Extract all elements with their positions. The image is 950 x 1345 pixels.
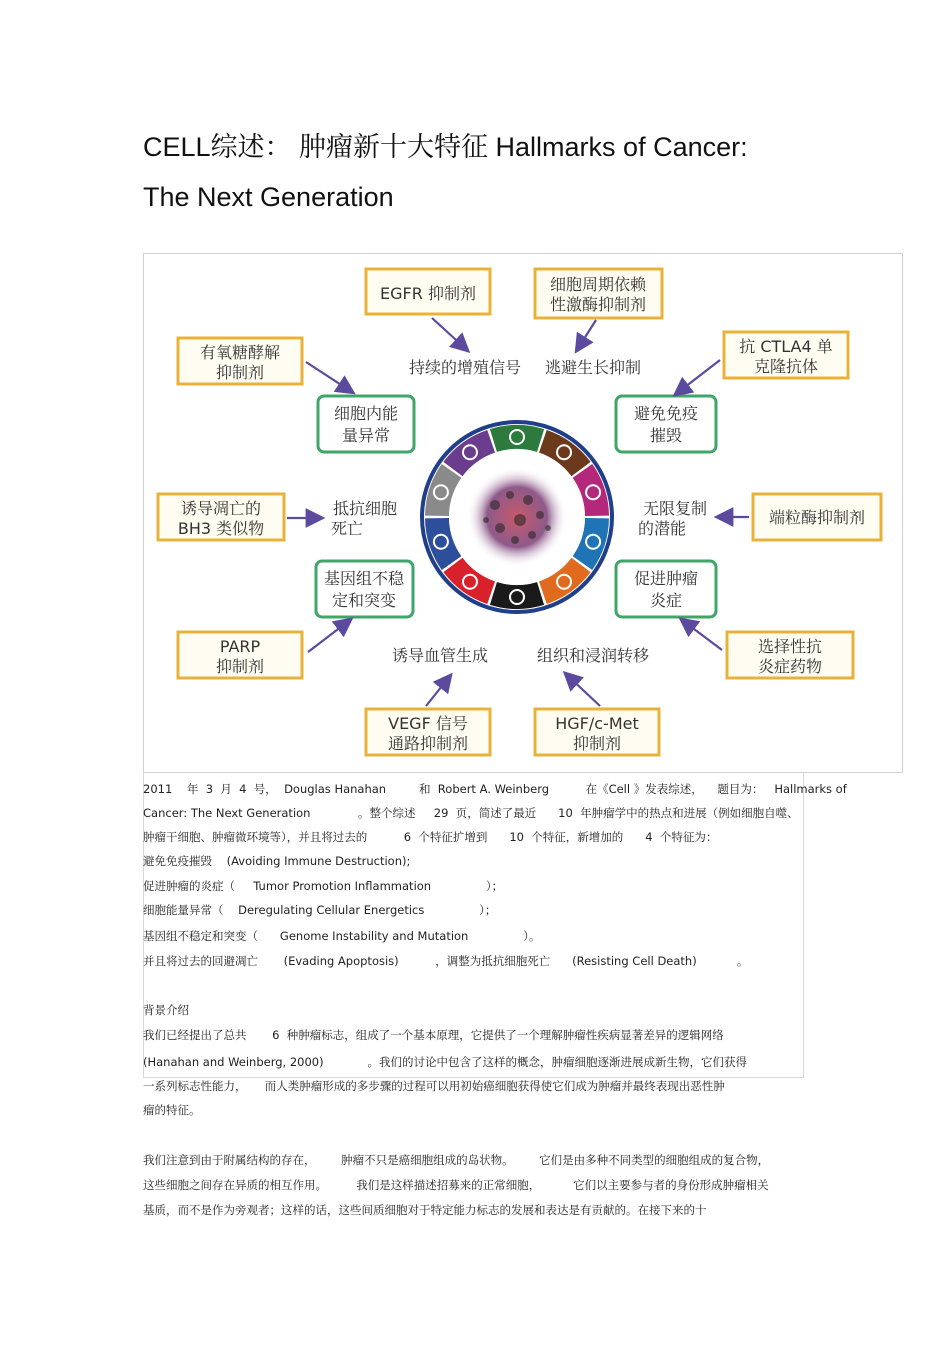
arrow-glyco: [306, 362, 352, 392]
body-line: 这些细胞之间存在异质的相互作用。 我们是这样描述招募来的正常细胞， 它们以主要参与者的身份形成肿瘤相关: [143, 1178, 769, 1192]
inflammation-label-2: 炎症: [649, 591, 683, 610]
bh3-label-2: BH3 类似物: [177, 519, 265, 538]
glyco-label-1: 有氧糖酵解: [199, 343, 281, 362]
vegf-inhibitor-box: [366, 709, 490, 755]
telomerase-inhibitor-box: [753, 494, 881, 540]
body-line: 基因组不稳定和突变（ Genome Instability and Mutation ）。: [143, 929, 541, 943]
arrow-cdk: [577, 320, 596, 350]
hgf-label-1: HGF/c-Met: [555, 714, 639, 733]
body-line: 细胞能量异常（ Deregulating Cellular Energetics ）；: [143, 903, 497, 917]
glyco-label-2: 抑制剂: [215, 363, 265, 382]
vegf-label-1: VEGF 信号: [388, 714, 468, 733]
immune-box: [616, 396, 716, 452]
inflammation-box: [616, 561, 716, 617]
body-line: 我们注意到由于附属结构的存在， 肿瘤不只是癌细胞组成的岛状物。 它们是由多种不同类型的细胞组成的复合物，: [143, 1153, 770, 1167]
body-line: 瘤的特征。: [143, 1103, 201, 1117]
ctla4-label-2: 克隆抗体: [753, 357, 819, 376]
immune-label-1: 避免免疫: [633, 404, 699, 423]
cdk-inhibitor-box: [535, 269, 662, 318]
parp-label-2: 抑制剂: [215, 657, 265, 676]
ctla4-label-1: 抗 CTLA4 单: [739, 337, 833, 356]
label-metastasis: 组织和浸润转移: [536, 646, 650, 665]
label-replicative-2: 的潜能: [637, 519, 687, 538]
label-proliferative-signaling: 持续的增殖信号: [408, 358, 522, 377]
energetics-box: [318, 396, 414, 452]
arrow-ctla4: [676, 360, 720, 394]
body-line: 肿瘤干细胞、肿瘤微环境等），并且将过去的 6 个特征扩增到 10 个特征，新增加的 4 个特征为：: [143, 830, 718, 844]
glycolysis-inhibitor-box: [178, 338, 302, 384]
label-cell-death-2: 死亡: [330, 519, 364, 538]
body-line: 我们已经提出了总共 6 种肿瘤标志，组成了一个基本原理，它提供了一个理解肿瘤性疾病显著差异的逻辑网络: [143, 1028, 724, 1042]
label-evading-growth-suppressors: 逃避生长抑制: [544, 358, 642, 377]
bh3-label-1: 诱导凋亡的: [180, 499, 262, 518]
arrow-parp: [308, 620, 350, 652]
parp-label-1: PARP: [219, 637, 261, 656]
egfr-label: EGFR 抑制剂: [380, 284, 476, 303]
telo-label: 端粒酶抑制剂: [768, 508, 866, 527]
immune-label-2: 摧毁: [649, 426, 683, 445]
arrow-antiinf: [682, 620, 722, 650]
body-line: 避免免疫摧毁 (Avoiding Immune Destruction);: [143, 854, 411, 868]
antiinf-label-2: 炎症药物: [757, 657, 823, 676]
anti-inflammatory-box: [727, 632, 853, 678]
body-line: 一系列标志性能力， 而人类肿瘤形成的多步骤的过程可以用初始癌细胞获得使它们成为肿瘤并最终表现出恶性肿: [143, 1079, 725, 1093]
genome-label-1: 基因组不稳: [323, 569, 405, 588]
ctla4-antibody-box: [724, 332, 848, 378]
title-line-2: The Next Generation: [143, 182, 394, 212]
bh3-mimetic-box: [158, 494, 284, 540]
body-line: (Hanahan and Weinberg, 2000) 。我们的讨论中包含了这样的概念，肿瘤细胞逐渐进展成新生物，它们获得: [143, 1055, 747, 1069]
body-line: 2011 年 3 月 4 号， Douglas Hanahan 和 Robert A. Weinberg 在《Cell 》发表综述， 题目为： Hallmarks of: [143, 782, 847, 796]
antiinf-label-1: 选择性抗: [757, 637, 823, 656]
hgf-inhibitor-box: [535, 709, 659, 755]
genome-label-2: 定和突变: [331, 591, 397, 610]
arrow-vegf: [426, 676, 450, 706]
label-replicative-1: 无限复制: [642, 499, 708, 518]
body-line: 并且将过去的回避凋亡 (Evading Apoptosis) ，调整为抵抗细胞死亡 (Resisting Cell Death) 。: [143, 954, 749, 968]
genome-box: [316, 561, 413, 617]
hgf-label-2: 抑制剂: [572, 734, 622, 753]
cdk-label-2: 性激酶抑制剂: [549, 295, 647, 314]
body-line: 背景介绍: [143, 1003, 189, 1017]
arrow-hgf: [566, 674, 600, 706]
body-line: 促进肿瘤的炎症（ Tumor Promotion Inflammation ）；: [143, 879, 504, 893]
body-line: 基质，而不是作为旁观者；这样的话，这些间质细胞对于特定能力标志的发展和表达是有贡献的。在接下来的十: [143, 1203, 707, 1217]
vegf-label-2: 通路抑制剂: [387, 734, 469, 753]
label-angiogenesis: 诱导血管生成: [391, 646, 489, 665]
parp-inhibitor-box: [178, 632, 302, 678]
title-line-1: CELL综述： 肿瘤新十大特征 Hallmarks of Cancer:: [143, 132, 748, 162]
inflammation-label-1: 促进肿瘤: [633, 569, 699, 588]
body-line: Cancer: The Next Generation 。整个综述 29 页，简述了最近 10 年肿瘤学中的热点和进展（例如细胞自噬、: [143, 806, 799, 820]
label-cell-death-1: 抵抗细胞: [332, 499, 398, 518]
cdk-label-1: 细胞周期依赖: [549, 275, 647, 294]
egfr-inhibitor-box: [366, 269, 490, 314]
energetics-label-2: 量异常: [341, 426, 391, 445]
energetics-label-1: 细胞内能: [333, 404, 399, 423]
arrow-egfr: [432, 318, 467, 350]
